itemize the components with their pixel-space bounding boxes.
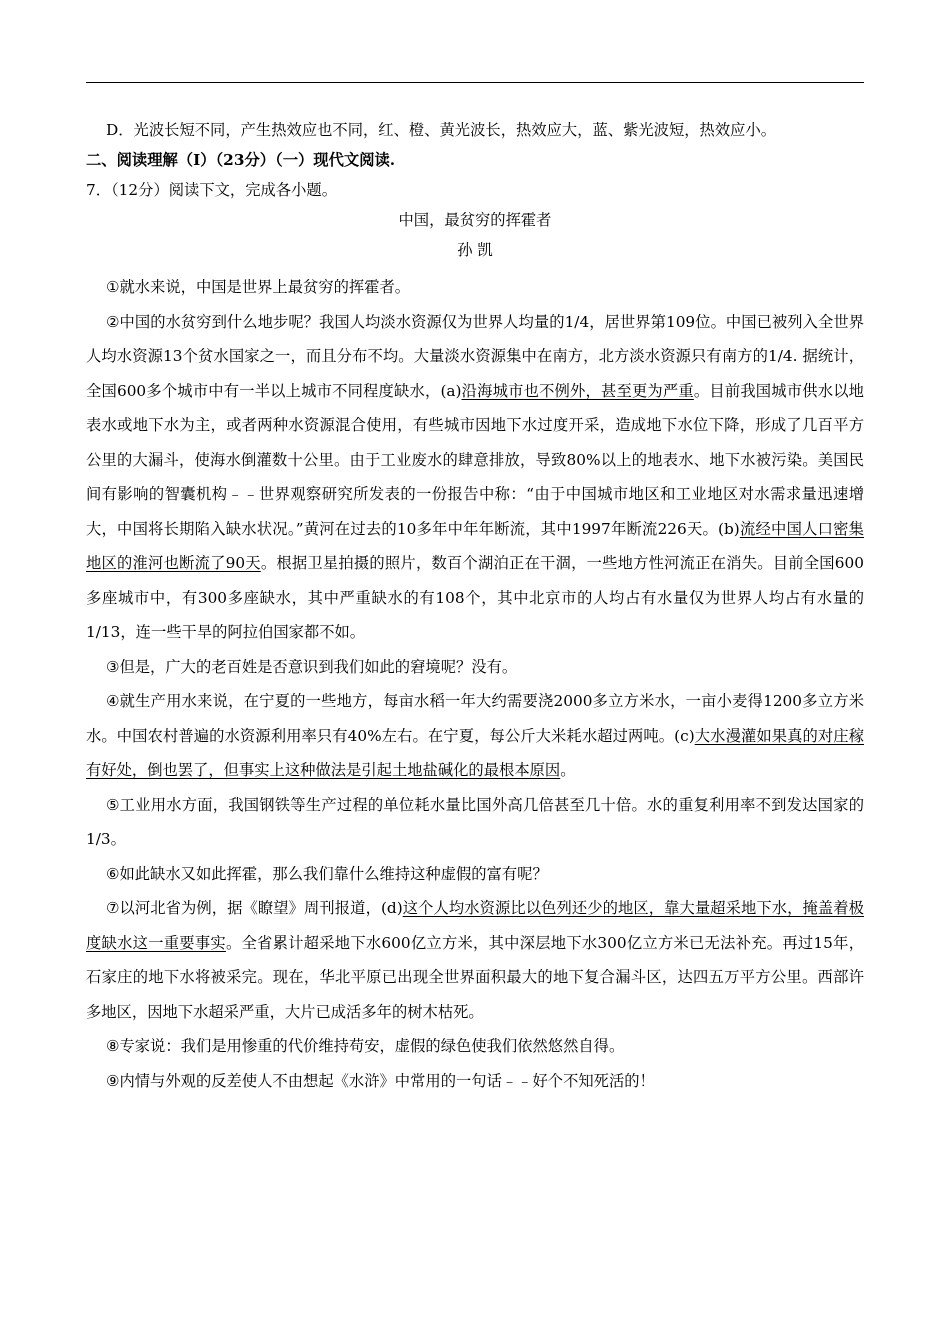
question-line: 7．（12分）阅读下文，完成各小题。 (86, 181, 338, 199)
paragraph-text: 专家说：我们是用惨重的代价维持苟安，虚假的绿色使我们依然悠然自得。 (119, 1037, 625, 1055)
paragraph-text: 就水来说，中国是世界上最贫穷的挥霍者。 (119, 278, 411, 296)
paragraph-text: 中国的水贫穷到什么地步呢？我国人均淡水资源仅为世界人均量的1/4，居世界第109位。中国已被列入全世界人均水资源13个贫水国家之一，而且分布不均。大量淡水资源集中在南方，北方淡水资源只有南方的1/4. 据统计，全国600多个城市中有一半以上城市不同程度缺水，(a) (86, 312, 864, 400)
section-heading: 二、阅读理解（Ⅰ）（23分）（一）现代文阅读. (86, 151, 396, 169)
underlined-sentence-c: 大水漫灌如果真的对庄稼有好处，倒也罢了，但事实上这种做法是引起土地盐碱化的最根本原因 (86, 726, 864, 779)
paragraph-number: ⑥ (106, 864, 120, 883)
paragraph-3 (86, 650, 864, 685)
underlined-sentence-b: 流经中国人口密集地区的淮河也断流了90天 (86, 519, 864, 572)
paragraph-text: 以河北省为例，据《瞭望》周刊报道，(d) (119, 899, 403, 917)
header-rule (86, 82, 864, 83)
underlined-sentence-d: 这个人均水资源比以色列还少的地区，靠大量超采地下水，掩盖着极度缺水这一重要事实 (86, 899, 864, 952)
paragraph-text: 工业用水方面，我国钢铁等生产过程的单位耗水量比国外高几倍甚至几十倍。水的重复利用率不到发达国家的1/3。 (86, 795, 864, 848)
paragraph-6 (86, 857, 864, 892)
paragraph-8 (86, 1029, 864, 1064)
paragraph-text: 内情与外观的反差使人不由想起《水浒》中常用的一句话﹣﹣好个不知死活的！ (119, 1071, 655, 1090)
paragraph-text: 但是，广大的老百姓是否意识到我们如此的窘境呢？没有。 (119, 657, 518, 676)
paragraph-text: 就生产用水来说，在宁夏的一些地方，每亩水稻一年大约需要浇2000多立方米水，一亩小麦得1200多立方米水。中国农村普遍的水资源利用率只有40%左右。在宁夏，每公斤大米耗水超过两吨。(c) (86, 692, 864, 745)
paragraph-7 (86, 891, 864, 1029)
paragraph-number: ⑤ (106, 795, 120, 814)
paragraph-4 (86, 684, 864, 788)
document-body (86, 120, 864, 1098)
option-d: D．光波长短不同，产生热效应也不同，红、橙、黄光波长，热效应大，蓝、紫光波短，热效应小。 (106, 121, 777, 139)
paragraph-text: 如此缺水又如此挥霍，那么我们靠什么维持这种虚假的富有呢？ (119, 864, 548, 883)
paragraph-text: 。目前我国城市供水以地表水或地下水为主，或者两种水资源混合使用，有些城市因地下水过度开采，造成地下水位下降，形成了几百平方公里的大漏斗，使海水倒灌数十公里。由于工业废水的肆意排放，导致80%以上的地表水、地下水被污染。美国民间有影响的智囊机构﹣﹣世界观察研究所发表的一份报告中称：“由于中国城市地区和工业地区对水需求量迅速增大，中国将长期陷入缺水状况。”黄河在过去的10多年中年年断流，其中1997年断流226天。(b) (86, 381, 864, 538)
paragraph-number: ⑦ (106, 899, 120, 917)
paragraph-9 (86, 1064, 864, 1099)
paragraph-2 (86, 305, 864, 650)
paragraph-1 (86, 270, 864, 305)
paragraph-number: ④ (106, 692, 120, 710)
article-author: 孙 凯 (457, 241, 493, 259)
article-title: 中国，最贫穷的挥霍者 (398, 211, 552, 229)
paragraph-5 (86, 788, 864, 857)
paragraph-text: 。 (560, 761, 576, 779)
paragraph-number: ⑨ (106, 1071, 120, 1090)
underlined-sentence-a: 沿海城市也不例外，甚至更为严重 (461, 381, 694, 400)
paragraph-number: ③ (106, 657, 120, 676)
paragraph-number: ① (106, 278, 120, 296)
paragraph-text: 。根据卫星拍摄的照片，数百个湖泊正在干涸，一些地方性河流正在消失。目前全国600多座城市中，有300多座缺水，其中严重缺水的有108个，其中北京市的人均占有水量仅为世界人均占有水量的1/13，连一些干旱的阿拉伯国家都不如。 (86, 554, 864, 641)
paragraph-text: 。全省累计超采地下水600亿立方米，其中深层地下水300亿立方米已无法补充。再过15年，石家庄的地下水将被采完。现在，华北平原已出现全世界面积最大的地下复合漏斗区，达四五万平方公里。西部许多地区，因地下水超采严重，大片已成活多年的树木枯死。 (86, 933, 864, 1021)
paragraph-number: ⑧ (106, 1037, 120, 1055)
paragraph-number: ② (106, 312, 120, 331)
